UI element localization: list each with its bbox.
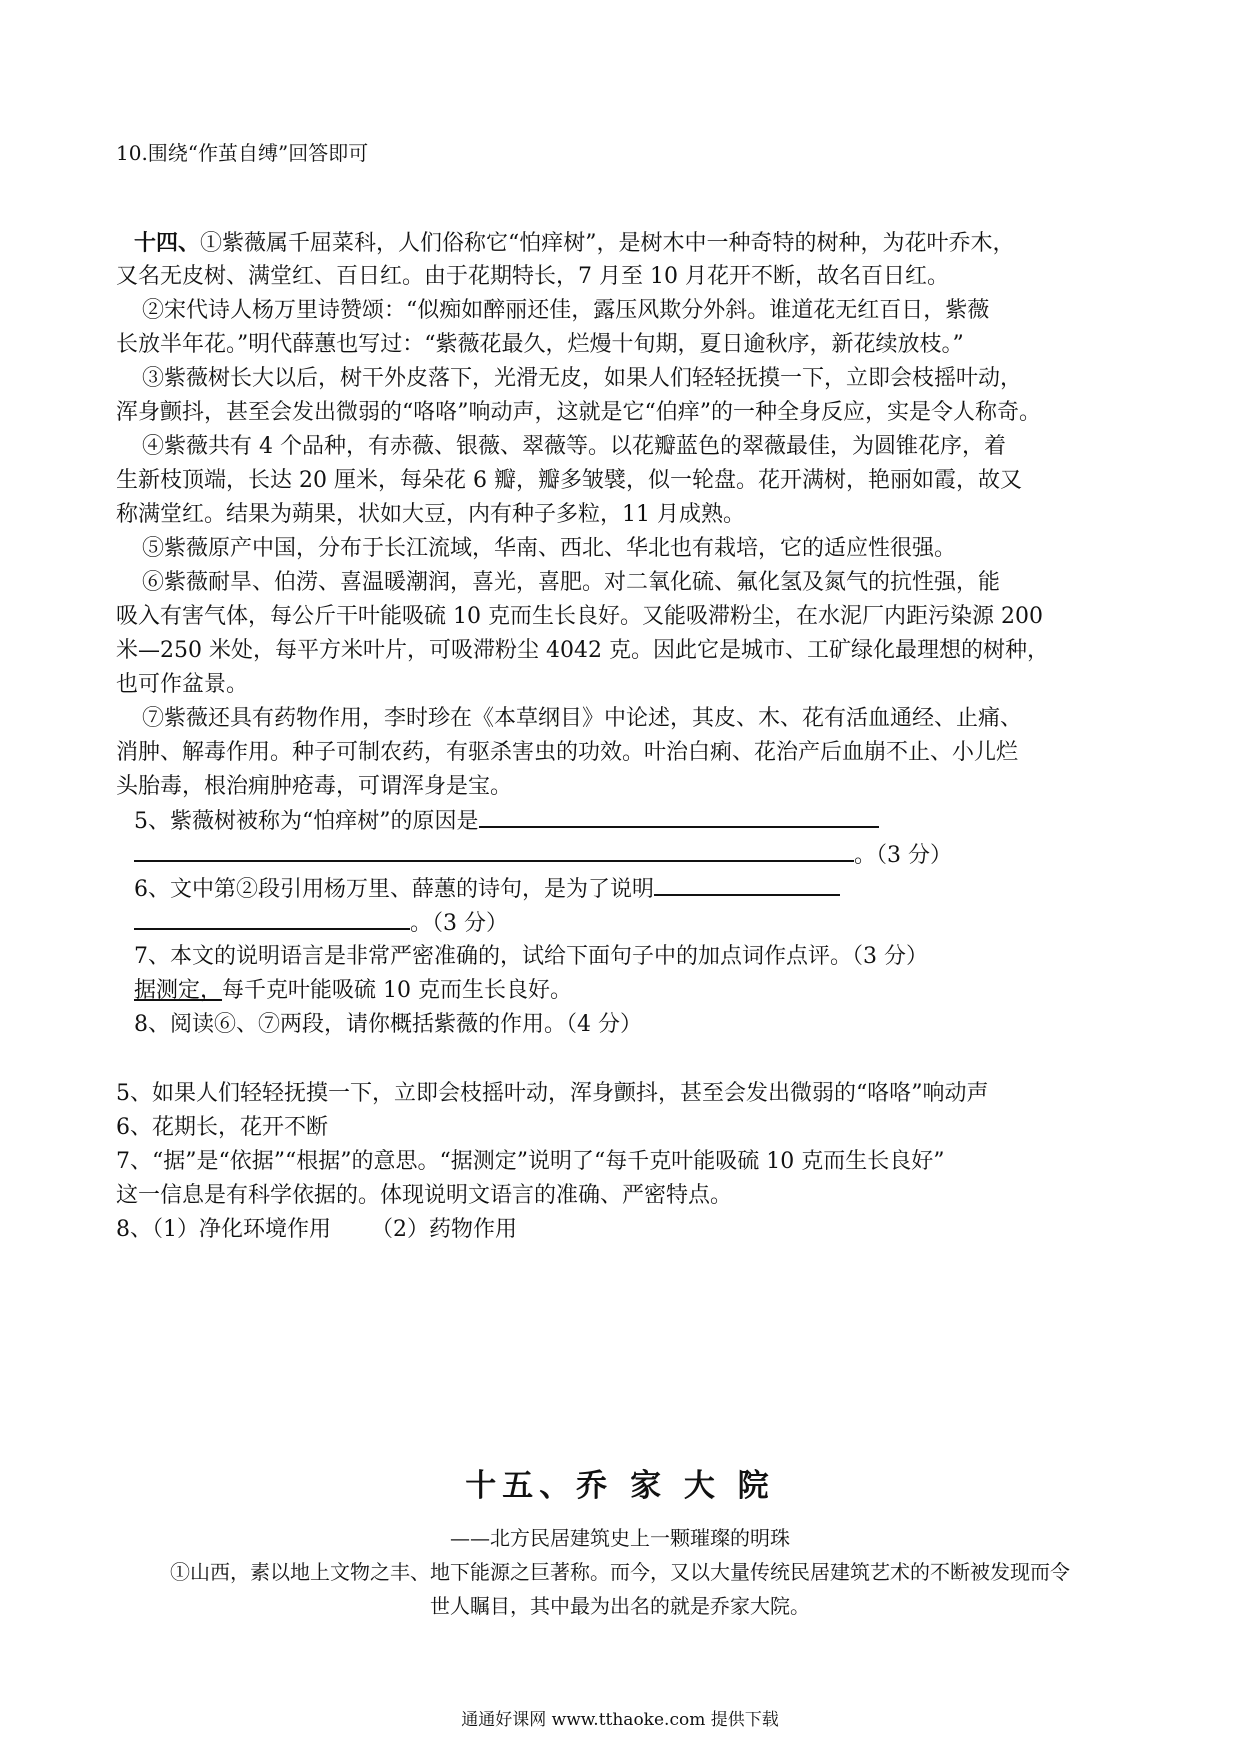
section-15-para-line: 世人瞩目，其中最为出名的就是乔家大院。: [430, 1594, 810, 1618]
answer-line: 8、（1）净化环境作用 （2）药物作用: [116, 1217, 517, 1242]
passage-line: 浑身颤抖，甚至会发出微弱的“咯咯”响动声，这就是它“伯痒”的一种全身反应，实是令人称奇。: [116, 400, 1041, 425]
passage-line: 消肿、解毒作用。种子可制农药，有驱杀害虫的功效。叶治白痢、花治产后血崩不止、小儿烂: [116, 740, 1019, 765]
answer-blank[interactable]: [134, 838, 854, 862]
passage-line: 生新枝顶端，长达 20 厘米，每朵花 6 瓣，瓣多皱襞，似一轮盘。花开满树，艳丽如霞，故又: [116, 468, 1022, 493]
passage-line: ⑦紫薇还具有药物作用，李时珍在《本草纲目》中论述，其皮、木、花有活血通经、止痛、: [142, 706, 1023, 731]
passage-line: ⑥紫薇耐旱、伯涝、喜温暖潮润，喜光，喜肥。对二氧化硫、氟化氢及氮气的抗性强，能: [142, 570, 1001, 595]
question-8: 8、阅读⑥、⑦两段，请你概括紫薇的作用。（4 分）: [134, 1012, 642, 1037]
passage-line: 也可作盆景。: [116, 672, 249, 697]
passage-line: 米—250 米处，每平方米叶片，可吸滞粉尘 4042 克。因此它是城市、工矿绿化最理想的树种，: [116, 638, 1049, 663]
passage-line: 称满堂红。结果为蒴果，状如大豆，内有种子多粒，11 月成熟。: [116, 502, 745, 527]
answer-blank[interactable]: [654, 872, 840, 896]
answer-line: 6、花期长，花开不断: [116, 1115, 328, 1140]
answer-line: 7、“据”是“依据”“根据”的意思。“据测定”说明了“每千克叶能吸硫 10 克而生长良好”: [116, 1149, 945, 1174]
question-5: 5、紫薇树被称为“怕痒树”的原因是: [134, 804, 879, 839]
passage-line: ④紫薇共有 4 个品种，有赤薇、银薇、翠薇等。以花瓣蓝色的翠薇最佳，为圆锥花序，着: [142, 434, 1006, 459]
passage-line: 又名无皮树、满堂红、百日红。由于花期特长，7 月至 10 月花开不断，故名百日红。: [116, 264, 949, 289]
section-15-para-line: ①山西，素以地上文物之丰、地下能源之巨著称。而今，又以大量传统民居建筑艺术的不断被发现而令: [170, 1560, 1070, 1584]
passage-line: ③紫薇树长大以后，树干外皮落下，光滑无皮，如果人们轻轻抚摸一下，立即会枝摇叶动，: [142, 366, 1023, 391]
passage-line: 吸入有害气体，每公斤干叶能吸硫 10 克而生长良好。又能吸滞粉尘，在水泥厂内距污染源 200: [116, 604, 1043, 629]
question-7-example: 据测定，每千克叶能吸硫 10 克而生长良好。: [134, 978, 572, 1003]
question-6: 6、文中第②段引用杨万里、薛蕙的诗句，是为了说明: [134, 872, 840, 907]
passage-line: 长放半年花。”明代薛蕙也写过：“紫薇花最久，烂熳十旬期，夏日逾秋序，新花续放枝。”: [116, 332, 964, 357]
answer-line: 这一信息是有科学依据的。体现说明文语言的准确、严密特点。: [116, 1183, 733, 1208]
answer-line: 5、如果人们轻轻抚摸一下，立即会枝摇叶动，浑身颤抖，甚至会发出微弱的“咯咯”响动声: [116, 1081, 989, 1106]
section-15-title: 十五、乔 家 大 院: [465, 1468, 775, 1504]
top-answer: 10.围绕“作茧自缚”回答即可: [116, 141, 369, 165]
section-14-label: 十四、: [134, 230, 201, 256]
passage-line: ⑤紫薇原产中国，分布于长江流域，华南、西北、华北也有栽培，它的适应性很强。: [142, 536, 957, 561]
answer-blank[interactable]: [134, 906, 410, 930]
section-15-subtitle: ——北方民居建筑史上一颗璀璨的明珠: [450, 1526, 790, 1550]
answer-blank[interactable]: [479, 804, 879, 828]
passage-line: 头胎毒，根治痈肿疮毒，可谓浑身是宝。: [116, 774, 513, 799]
question-5-cont: 。（3 分）: [134, 838, 952, 873]
page-footer: 通通好课网 www.tthaoke.com 提供下载: [461, 1710, 779, 1730]
question-6-cont: 。（3 分）: [134, 906, 508, 941]
passage-line: ②宋代诗人杨万里诗赞颂：“似痴如醉丽还佳，露压风欺分外斜。谁道花无红百日，紫薇: [142, 298, 990, 323]
passage-line: 十四、①紫薇属千屈菜科，人们俗称它“怕痒树”，是树木中一种奇特的树种，为花叶乔木，: [134, 230, 1015, 256]
question-7: 7、本文的说明语言是非常严密准确的，试给下面句子中的加点词作点评。（3 分）: [134, 944, 928, 969]
